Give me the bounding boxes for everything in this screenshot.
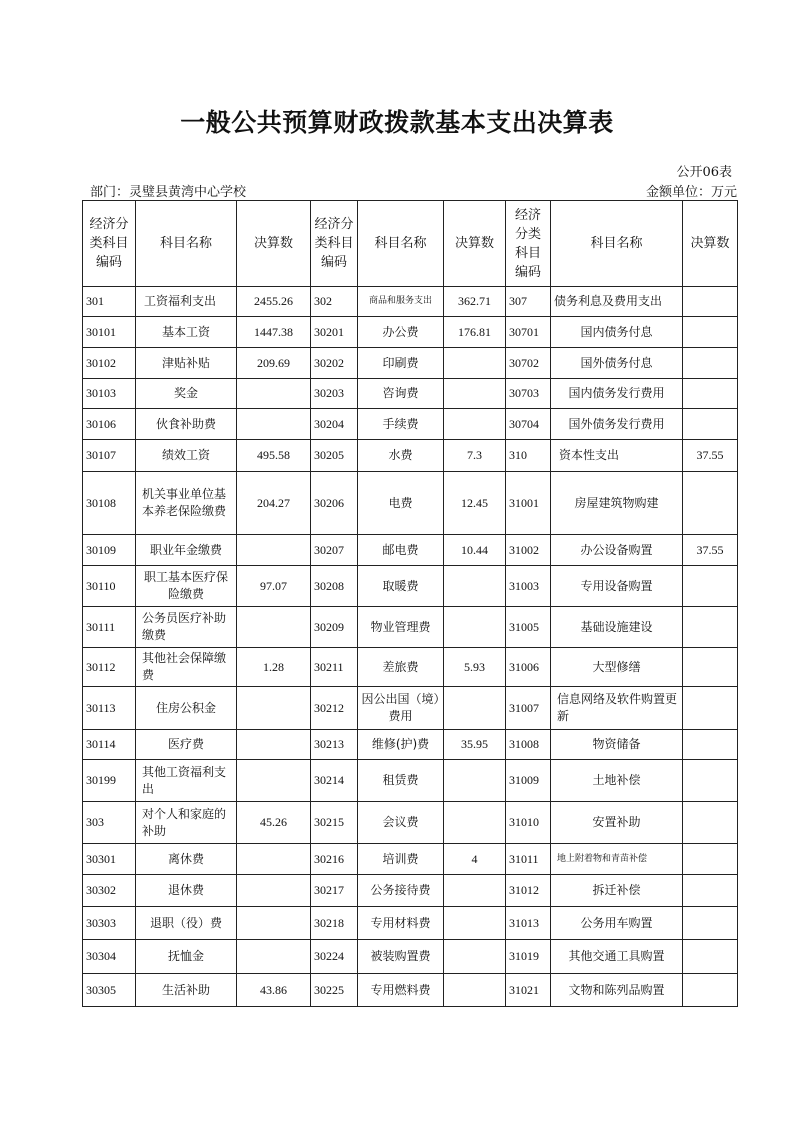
code-cell: 31012 <box>506 875 551 907</box>
name-cell: 差旅费 <box>358 648 444 687</box>
name-cell: 奖金 <box>136 379 237 409</box>
amount-cell: 45.26 <box>237 802 311 844</box>
table-row <box>83 348 738 379</box>
name-cell: 职业年金缴费 <box>136 535 237 566</box>
code-cell: 30301 <box>83 844 136 875</box>
amount-cell <box>237 844 311 875</box>
amount-cell <box>683 648 738 687</box>
amount-cell: 4 <box>444 844 506 875</box>
name-cell: 退休费 <box>136 875 237 907</box>
table-row <box>83 844 738 875</box>
code-cell: 30207 <box>311 535 358 566</box>
name-cell: 租赁费 <box>358 760 444 802</box>
header-name: 科目名称 <box>358 201 444 287</box>
code-cell: 31007 <box>506 687 551 730</box>
code-cell: 31003 <box>506 566 551 607</box>
name-cell: 办公费 <box>358 317 444 348</box>
code-cell: 30108 <box>83 472 136 535</box>
amount-cell <box>683 409 738 440</box>
amount-cell <box>444 348 506 379</box>
header-amount: 决算数 <box>444 201 506 287</box>
name-cell: 对个人和家庭的补助 <box>136 802 237 844</box>
amount-cell <box>444 760 506 802</box>
code-cell: 30224 <box>311 940 358 974</box>
amount-cell <box>683 687 738 730</box>
amount-cell: 7.3 <box>444 440 506 472</box>
code-cell: 310 <box>506 440 551 472</box>
amount-cell <box>683 940 738 974</box>
code-cell: 30216 <box>311 844 358 875</box>
header-code: 经济分类科目编码 <box>311 201 358 287</box>
amount-cell <box>683 844 738 875</box>
amount-cell: 5.93 <box>444 648 506 687</box>
name-cell: 办公设备购置 <box>551 535 683 566</box>
header-name: 科目名称 <box>136 201 237 287</box>
code-cell: 30211 <box>311 648 358 687</box>
code-cell: 30202 <box>311 348 358 379</box>
name-cell: 专用设备购置 <box>551 566 683 607</box>
name-cell: 培训费 <box>358 844 444 875</box>
code-cell: 30111 <box>83 607 136 648</box>
code-cell: 303 <box>83 802 136 844</box>
code-cell: 307 <box>506 287 551 317</box>
amount-cell <box>683 802 738 844</box>
code-cell: 30201 <box>311 317 358 348</box>
name-cell: 国外债务付息 <box>551 348 683 379</box>
table-row <box>83 907 738 940</box>
name-cell: 生活补助 <box>136 974 237 1007</box>
code-cell: 30112 <box>83 648 136 687</box>
name-cell: 物业管理费 <box>358 607 444 648</box>
code-cell: 31011 <box>506 844 551 875</box>
code-cell: 30208 <box>311 566 358 607</box>
code-cell: 31019 <box>506 940 551 974</box>
code-cell: 30199 <box>83 760 136 802</box>
code-cell: 30209 <box>311 607 358 648</box>
table-row <box>83 974 738 1007</box>
code-cell: 31001 <box>506 472 551 535</box>
name-cell: 专用材料费 <box>358 907 444 940</box>
name-cell: 电费 <box>358 472 444 535</box>
amount-cell: 1.28 <box>237 648 311 687</box>
amount-cell <box>444 607 506 648</box>
amount-cell <box>237 940 311 974</box>
name-cell: 因公出国（境）费用 <box>358 687 444 730</box>
name-cell: 绩效工资 <box>136 440 237 472</box>
table-row <box>83 472 738 535</box>
amount-cell <box>237 760 311 802</box>
amount-cell <box>683 566 738 607</box>
amount-cell <box>683 379 738 409</box>
amount-cell <box>683 348 738 379</box>
header-code: 经济分类科目编码 <box>506 201 551 287</box>
code-cell: 30215 <box>311 802 358 844</box>
name-cell: 基本工资 <box>136 317 237 348</box>
name-cell: 津贴补贴 <box>136 348 237 379</box>
amount-cell <box>444 566 506 607</box>
table-row <box>83 648 738 687</box>
form-code: 公开06表 <box>676 165 732 180</box>
name-cell: 咨询费 <box>358 379 444 409</box>
amount-cell <box>237 875 311 907</box>
code-cell: 30113 <box>83 687 136 730</box>
table-row <box>83 940 738 974</box>
code-cell: 302 <box>311 287 358 317</box>
expenditure-table <box>82 200 738 1007</box>
code-cell: 30114 <box>83 730 136 760</box>
name-cell: 水费 <box>358 440 444 472</box>
code-cell: 31002 <box>506 535 551 566</box>
code-cell: 30102 <box>83 348 136 379</box>
name-cell: 商品和服务支出 <box>358 287 444 317</box>
code-cell: 31021 <box>506 974 551 1007</box>
code-cell: 30213 <box>311 730 358 760</box>
table-row <box>83 566 738 607</box>
code-cell: 30106 <box>83 409 136 440</box>
amount-cell <box>444 907 506 940</box>
amount-cell <box>444 974 506 1007</box>
name-cell: 安置补助 <box>551 802 683 844</box>
code-cell: 30214 <box>311 760 358 802</box>
code-cell: 30206 <box>311 472 358 535</box>
amount-cell: 12.45 <box>444 472 506 535</box>
amount-cell <box>444 802 506 844</box>
header-amount: 决算数 <box>237 201 311 287</box>
amount-cell <box>683 472 738 535</box>
name-cell: 被装购置费 <box>358 940 444 974</box>
code-cell: 30304 <box>83 940 136 974</box>
code-cell: 30109 <box>83 535 136 566</box>
name-cell: 邮电费 <box>358 535 444 566</box>
name-cell: 手续费 <box>358 409 444 440</box>
page-title: 一般公共预算财政拨款基本支出决算表 <box>180 108 614 137</box>
name-cell: 地上附着物和青苗补偿 <box>551 844 683 875</box>
amount-cell <box>237 409 311 440</box>
name-cell: 国外债务发行费用 <box>551 409 683 440</box>
amount-cell <box>683 730 738 760</box>
name-cell: 大型修缮 <box>551 648 683 687</box>
name-cell: 机关事业单位基本养老保险缴费 <box>136 472 237 535</box>
amount-cell <box>237 687 311 730</box>
amount-cell: 1447.38 <box>237 317 311 348</box>
name-cell: 住房公积金 <box>136 687 237 730</box>
name-cell: 房屋建筑物购建 <box>551 472 683 535</box>
code-cell: 30101 <box>83 317 136 348</box>
name-cell: 职工基本医疗保险缴费 <box>136 566 237 607</box>
table-row <box>83 760 738 802</box>
table-row <box>83 687 738 730</box>
name-cell: 信息网络及软件购置更新 <box>551 687 683 730</box>
code-cell: 30703 <box>506 379 551 409</box>
name-cell: 国内债务发行费用 <box>551 379 683 409</box>
name-cell: 退职（役）费 <box>136 907 237 940</box>
code-cell: 31013 <box>506 907 551 940</box>
name-cell: 债务利息及费用支出 <box>551 287 683 317</box>
name-cell: 公务用车购置 <box>551 907 683 940</box>
amount-cell: 176.81 <box>444 317 506 348</box>
code-cell: 30217 <box>311 875 358 907</box>
code-cell: 31005 <box>506 607 551 648</box>
table-row <box>83 607 738 648</box>
name-cell: 维修(护)费 <box>358 730 444 760</box>
code-cell: 30205 <box>311 440 358 472</box>
amount-cell <box>237 907 311 940</box>
amount-cell: 2455.26 <box>237 287 311 317</box>
code-cell: 31006 <box>506 648 551 687</box>
header-code: 经济分类科目编码 <box>83 201 136 287</box>
amount-cell <box>237 607 311 648</box>
amount-cell: 362.71 <box>444 287 506 317</box>
amount-cell <box>683 760 738 802</box>
name-cell: 会议费 <box>358 802 444 844</box>
name-cell: 公务员医疗补助缴费 <box>136 607 237 648</box>
amount-cell <box>683 317 738 348</box>
table-row <box>83 875 738 907</box>
unit-label: 金额单位：万元 <box>645 185 737 200</box>
name-cell: 资本性支出 <box>551 440 683 472</box>
table-row <box>83 802 738 844</box>
code-cell: 30204 <box>311 409 358 440</box>
amount-cell <box>444 409 506 440</box>
amount-cell <box>237 730 311 760</box>
amount-cell <box>683 607 738 648</box>
amount-cell: 37.55 <box>683 535 738 566</box>
code-cell: 30704 <box>506 409 551 440</box>
name-cell: 医疗费 <box>136 730 237 760</box>
code-cell: 30702 <box>506 348 551 379</box>
code-cell: 30107 <box>83 440 136 472</box>
header-name: 科目名称 <box>551 201 683 287</box>
amount-cell <box>237 379 311 409</box>
amount-cell: 97.07 <box>237 566 311 607</box>
amount-cell: 495.58 <box>237 440 311 472</box>
name-cell: 伙食补助费 <box>136 409 237 440</box>
amount-cell <box>444 379 506 409</box>
name-cell: 抚恤金 <box>136 940 237 974</box>
department-label: 部门：灵璧县黄湾中心学校 <box>90 185 247 200</box>
code-cell: 30212 <box>311 687 358 730</box>
code-cell: 30701 <box>506 317 551 348</box>
amount-cell <box>444 940 506 974</box>
name-cell: 其他社会保障缴费 <box>136 648 237 687</box>
amount-cell: 204.27 <box>237 472 311 535</box>
table-row <box>83 440 738 472</box>
amount-cell <box>683 287 738 317</box>
code-cell: 30218 <box>311 907 358 940</box>
code-cell: 30110 <box>83 566 136 607</box>
code-cell: 30305 <box>83 974 136 1007</box>
code-cell: 301 <box>83 287 136 317</box>
table-row <box>83 317 738 348</box>
amount-cell: 35.95 <box>444 730 506 760</box>
amount-cell <box>683 875 738 907</box>
code-cell: 30203 <box>311 379 358 409</box>
table-row <box>83 409 738 440</box>
table-row <box>83 379 738 409</box>
amount-cell <box>237 535 311 566</box>
name-cell: 物资储备 <box>551 730 683 760</box>
name-cell: 文物和陈列品购置 <box>551 974 683 1007</box>
amount-cell <box>444 687 506 730</box>
code-cell: 31009 <box>506 760 551 802</box>
name-cell: 国内债务付息 <box>551 317 683 348</box>
code-cell: 31008 <box>506 730 551 760</box>
amount-cell <box>683 974 738 1007</box>
name-cell: 其他工资福利支出 <box>136 760 237 802</box>
code-cell: 31010 <box>506 802 551 844</box>
name-cell: 专用燃料费 <box>358 974 444 1007</box>
code-cell: 30225 <box>311 974 358 1007</box>
name-cell: 工资福利支出 <box>136 287 237 317</box>
code-cell: 30302 <box>83 875 136 907</box>
name-cell: 其他交通工具购置 <box>551 940 683 974</box>
name-cell: 取暖费 <box>358 566 444 607</box>
header-row <box>83 201 738 287</box>
amount-cell: 10.44 <box>444 535 506 566</box>
amount-cell: 37.55 <box>683 440 738 472</box>
amount-cell <box>444 875 506 907</box>
name-cell: 拆迁补偿 <box>551 875 683 907</box>
name-cell: 基础设施建设 <box>551 607 683 648</box>
table-row <box>83 287 738 317</box>
name-cell: 离休费 <box>136 844 237 875</box>
name-cell: 印刷费 <box>358 348 444 379</box>
table-row <box>83 730 738 760</box>
amount-cell: 43.86 <box>237 974 311 1007</box>
table-row <box>83 535 738 566</box>
amount-cell <box>683 907 738 940</box>
code-cell: 30103 <box>83 379 136 409</box>
name-cell: 土地补偿 <box>551 760 683 802</box>
header-amount: 决算数 <box>683 201 738 287</box>
amount-cell: 209.69 <box>237 348 311 379</box>
code-cell: 30303 <box>83 907 136 940</box>
name-cell: 公务接待费 <box>358 875 444 907</box>
